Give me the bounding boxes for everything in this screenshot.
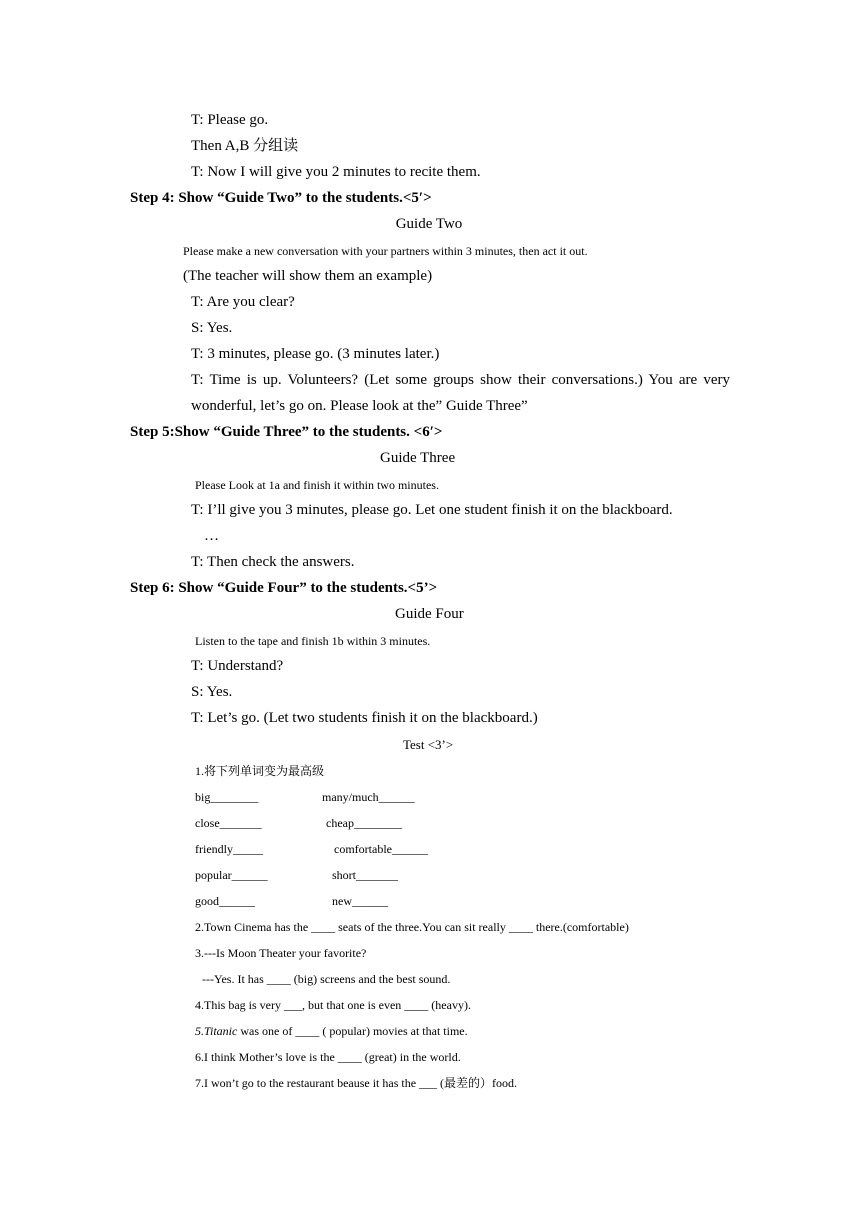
step-heading: Step 4: Show “Guide Two” to the students.<5′> (130, 190, 432, 206)
dialogue-line: T: Understand? (191, 658, 284, 674)
dialogue-line: Then A,B 分组读 (191, 138, 299, 154)
word-blank: cheap________ (326, 816, 402, 830)
word-blank: close_______ (195, 816, 262, 830)
dialogue-line: T: Time is up. Volunteers? (Let some groups show their conversations.) You are very (191, 372, 730, 388)
word-blank: friendly_____ (195, 842, 263, 856)
dialogue-line: T: Are you clear? (191, 294, 295, 310)
guide-title: Guide Three (380, 450, 456, 466)
word-blank: short_______ (332, 868, 398, 882)
dialogue-line: T: Let’s go. (Let two students finish it on the blackboard.) (191, 710, 538, 726)
dialogue-line: T: I’ll give you 3 minutes, please go. Let one student finish it on the blackboard. (191, 502, 673, 518)
step-heading: Step 6: Show “Guide Four” to the students.<5’> (130, 580, 438, 596)
word-blank: good______ (195, 894, 255, 908)
question-text: was one of ____ ( popular) movies at that time. (237, 1024, 468, 1038)
test-question: 6.I think Mother’s love is the ____ (great) in the world. (195, 1050, 461, 1064)
ellipsis-line: … (204, 528, 219, 544)
guide-instruction: Please Look at 1a and finish it within two minutes. (195, 478, 439, 492)
test-question: 4.This bag is very ___, but that one is even ____ (heavy). (195, 998, 471, 1012)
guide-instruction: Please make a new conversation with your partners within 3 minutes, then act it out. (183, 244, 588, 258)
word-blank: many/much______ (322, 790, 415, 804)
dialogue-line: T: Now I will give you 2 minutes to recite them. (191, 164, 481, 180)
step-heading: Step 5:Show “Guide Three” to the students. <6′> (130, 424, 443, 440)
dialogue-line: S: Yes. (191, 320, 233, 336)
word-blank: new______ (332, 894, 388, 908)
dialogue-line: T: Please go. (191, 112, 269, 128)
guide-instruction: Listen to the tape and finish 1b within 3 minutes. (195, 634, 431, 648)
word-blank: comfortable______ (334, 842, 428, 856)
movie-title: 5.Titanic (195, 1024, 238, 1038)
test-question: 3.---Is Moon Theater your favorite? (195, 946, 367, 960)
guide-title: Guide Two (395, 216, 463, 232)
test-question-title: 1.将下列单词变为最高级 (195, 764, 325, 778)
dialogue-line: T: 3 minutes, please go. (3 minutes later.) (191, 346, 440, 362)
word-blank: big________ (195, 790, 259, 804)
test-title: Test <3’> (403, 737, 454, 752)
dialogue-line: S: Yes. (191, 684, 233, 700)
test-question: 7.I won’t go to the restaurant beause it has the ___ (最差的）food. (195, 1076, 518, 1090)
dialogue-line: T: Then check the answers. (191, 554, 355, 570)
test-question: 2.Town Cinema has the ____ seats of the three.You can sit really ____ there.(comfortable) (195, 920, 629, 934)
guide-title: Guide Four (395, 606, 464, 622)
test-question: ---Yes. It has ____ (big) screens and the best sound. (202, 972, 451, 986)
test-question (195, 1025, 468, 1037)
word-blank: popular______ (195, 868, 268, 882)
dialogue-line: wonderful, let’s go on. Please look at the” Guide Three” (191, 398, 528, 414)
dialogue-line: (The teacher will show them an example) (183, 268, 433, 284)
